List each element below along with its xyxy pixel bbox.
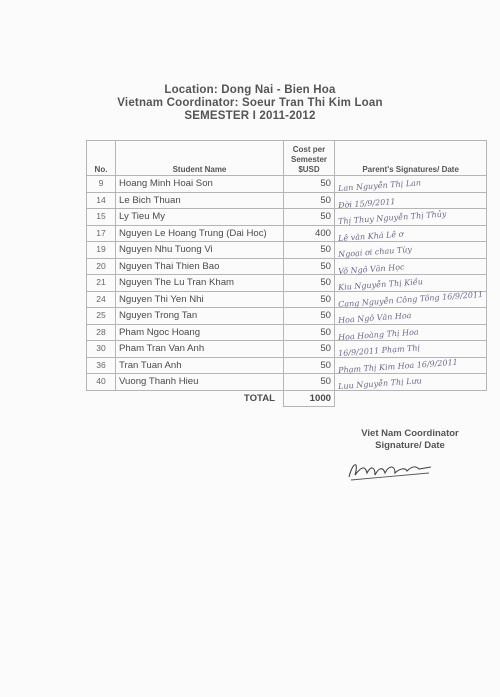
student-roster-table bbox=[86, 140, 487, 407]
row-name: Pham Tran Van Anh bbox=[116, 341, 284, 358]
col-header-no: No. bbox=[87, 141, 116, 176]
col-header-name: Student Name bbox=[116, 141, 284, 176]
row-no: 36 bbox=[87, 357, 116, 374]
coordinator-heading: Vietnam Coordinator: Soeur Tran Thi Kim Loan bbox=[117, 97, 383, 109]
parent-signature: 16/9/2011 Phạm Thị bbox=[337, 343, 421, 359]
row-cost: 50 bbox=[284, 176, 335, 193]
row-no: 20 bbox=[87, 258, 116, 275]
row-cost: 50 bbox=[284, 341, 335, 358]
row-cost: 50 bbox=[284, 258, 335, 275]
parent-signature: Hoa Ngô Văn Hoa bbox=[337, 311, 412, 326]
parent-signature: Cang Nguyễn Công Tông 16/9/2011 bbox=[337, 289, 484, 309]
row-name: Hoang Minh Hoai Son bbox=[116, 176, 284, 193]
parent-signature: Ngoại ơi chau Tùy bbox=[337, 245, 413, 260]
table-row bbox=[87, 374, 487, 391]
parent-signature: Luu Nguyễn Thị Lưu bbox=[337, 376, 423, 392]
row-cost: 50 bbox=[284, 324, 335, 341]
row-cost: 50 bbox=[284, 308, 335, 325]
row-name: Nguyen Le Hoang Trung (Dai Hoc) bbox=[116, 225, 284, 242]
row-cost: 50 bbox=[284, 291, 335, 308]
table-row bbox=[87, 209, 487, 226]
coordinator-label: Viet Nam Coordinator bbox=[361, 428, 459, 439]
parent-signature: Võ Ngô Văn Học bbox=[337, 262, 405, 276]
total-spacer bbox=[87, 390, 116, 407]
signature-date-label: Signature/ Date bbox=[375, 440, 445, 451]
parent-signature: Lan Nguyễn Thị Lan bbox=[337, 178, 422, 194]
row-name: Ly Tieu My bbox=[116, 209, 284, 226]
table-row bbox=[87, 324, 487, 341]
parent-signature: Thị Thuy Nguyễn Thị Thủy bbox=[337, 209, 447, 227]
location-heading: Location: Dong Nai - Bien Hoa bbox=[164, 84, 336, 96]
row-name: Nguyen Thi Yen Nhi bbox=[116, 291, 284, 308]
row-name: Le Bich Thuan bbox=[116, 192, 284, 209]
row-no: 15 bbox=[87, 209, 116, 226]
parent-signature: Đời 15/9/2011 bbox=[337, 196, 396, 210]
table-row bbox=[87, 291, 487, 308]
row-cost: 400 bbox=[284, 225, 335, 242]
row-name: Nguyen Trong Tan bbox=[116, 308, 284, 325]
table-header-row bbox=[87, 141, 487, 176]
table-row bbox=[87, 176, 487, 193]
parent-signature: Phạm Thị Kim Hoa 16/9/2011 bbox=[337, 357, 459, 375]
col-header-signature: Parent's Signatures/ Date bbox=[335, 141, 487, 176]
row-no: 17 bbox=[87, 225, 116, 242]
row-no: 9 bbox=[87, 176, 116, 193]
semester-heading: SEMESTER I 2011-2012 bbox=[184, 110, 316, 122]
row-cost: 50 bbox=[284, 357, 335, 374]
table-row bbox=[87, 225, 487, 242]
coordinator-signature-image bbox=[345, 455, 435, 485]
row-no: 21 bbox=[87, 275, 116, 292]
row-no: 25 bbox=[87, 308, 116, 325]
row-cost: 50 bbox=[284, 275, 335, 292]
row-name: Nguyen Nhu Tuong Vi bbox=[116, 242, 284, 259]
row-no: 24 bbox=[87, 291, 116, 308]
row-no: 19 bbox=[87, 242, 116, 259]
row-cost: 50 bbox=[284, 209, 335, 226]
row-no: 40 bbox=[87, 374, 116, 391]
row-name: Nguyen Thai Thien Bao bbox=[116, 258, 284, 275]
row-no: 14 bbox=[87, 192, 116, 209]
table-row bbox=[87, 242, 487, 259]
row-no: 28 bbox=[87, 324, 116, 341]
table-row bbox=[87, 192, 487, 209]
row-cost: 50 bbox=[284, 192, 335, 209]
col-header-cost: Cost per Semester $USD bbox=[284, 141, 335, 176]
total-value: 1000 bbox=[284, 390, 335, 407]
total-label: TOTAL bbox=[243, 393, 275, 404]
row-name: Pham Ngoc Hoang bbox=[116, 324, 284, 341]
table-row bbox=[87, 258, 487, 275]
table-row bbox=[87, 341, 487, 358]
row-name: Vuong Thanh Hieu bbox=[116, 374, 284, 391]
table-row bbox=[87, 308, 487, 325]
row-name: Tran Tuan Anh bbox=[116, 357, 284, 374]
parent-signature: Hoa Hoàng Thị Hoa bbox=[337, 327, 419, 342]
row-cost: 50 bbox=[284, 242, 335, 259]
parent-signature: Kiu Nguyễn Thị Kiều bbox=[337, 277, 424, 293]
table-row bbox=[87, 357, 487, 374]
table-row bbox=[87, 275, 487, 292]
parent-signature: Lê văn Khá Lê ơ bbox=[337, 229, 404, 243]
coordinator-signature-block bbox=[330, 428, 490, 452]
row-name: Nguyen The Lu Tran Kham bbox=[116, 275, 284, 292]
row-no: 30 bbox=[87, 341, 116, 358]
row-cost: 50 bbox=[284, 374, 335, 391]
total-row bbox=[87, 390, 487, 407]
